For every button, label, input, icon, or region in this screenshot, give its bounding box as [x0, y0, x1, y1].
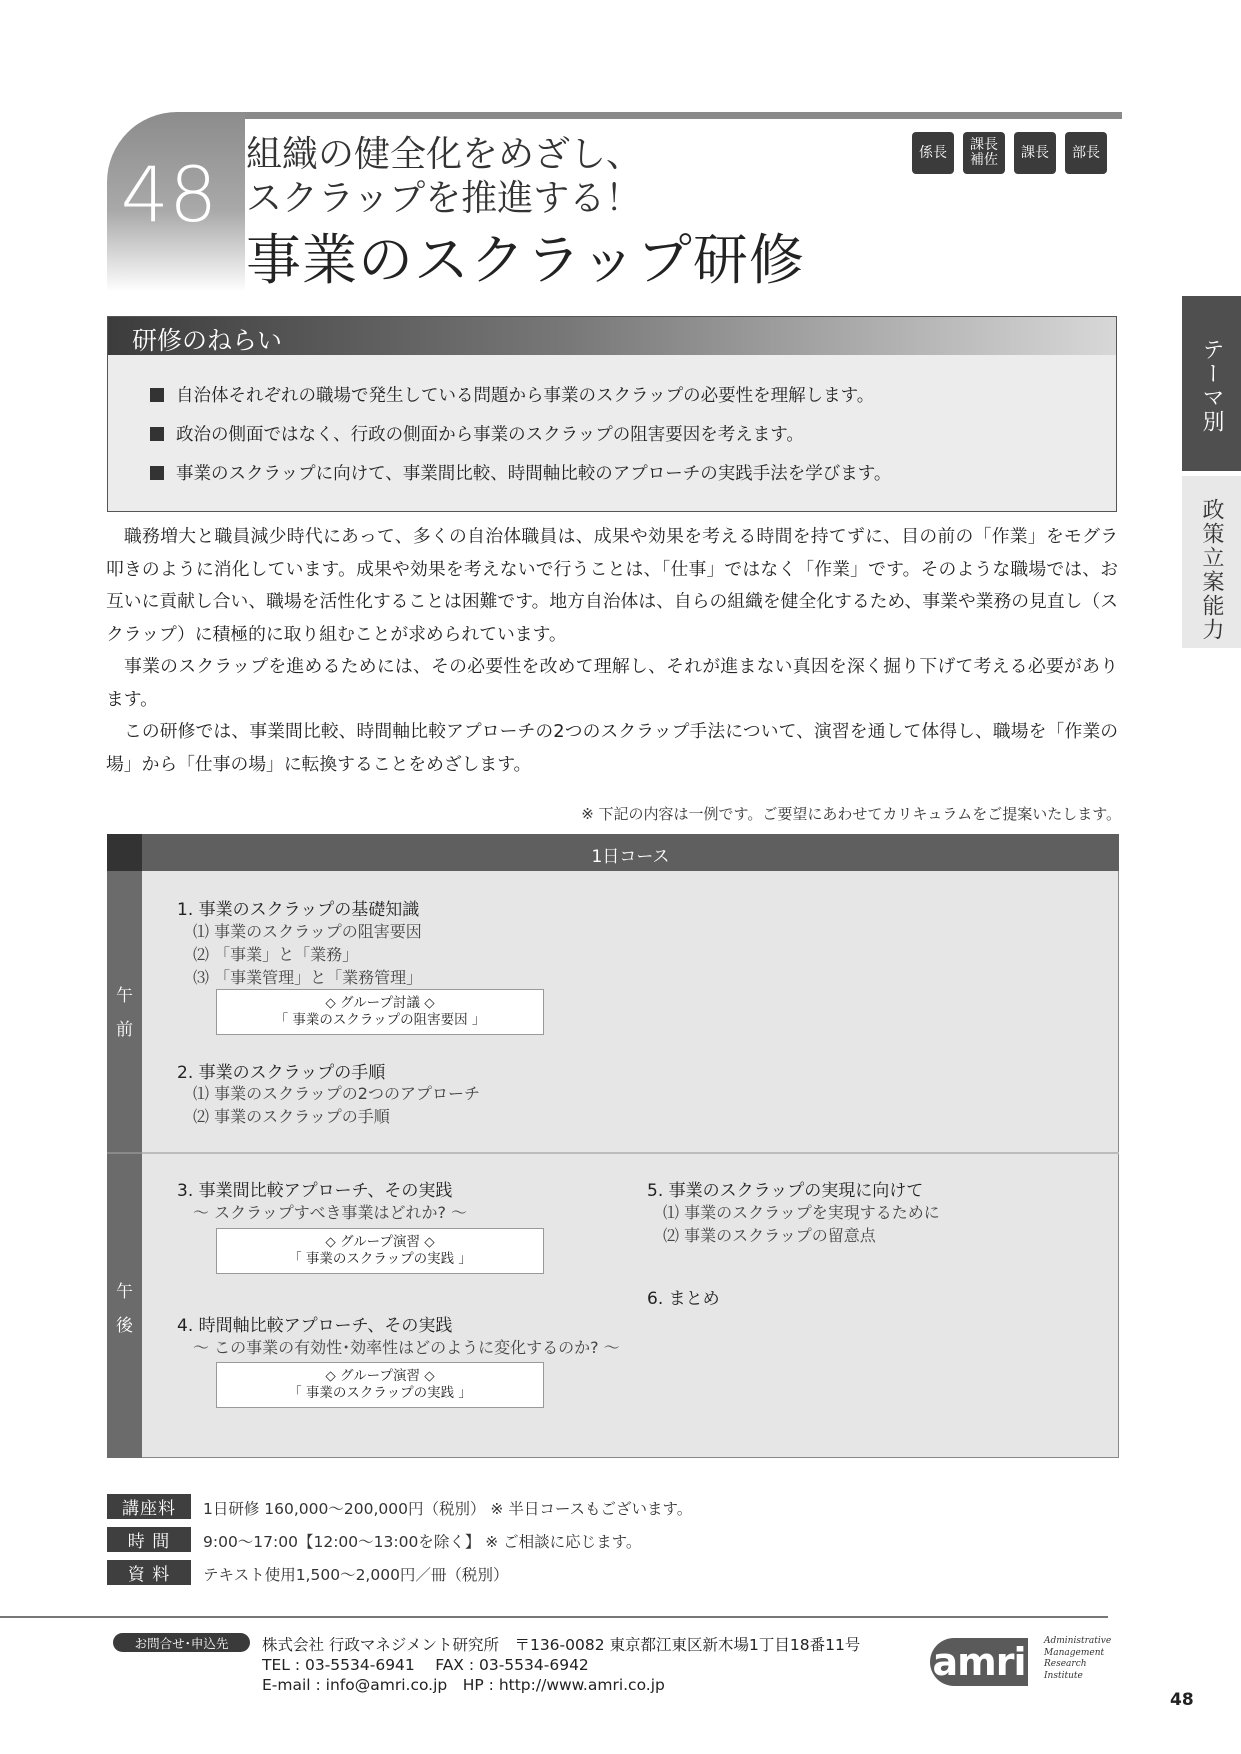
- session-4-subtitle: ～ この事業の有効性･効率性はどのように変化するのか? ～: [193, 1338, 620, 1357]
- side-tab-policy-label: 政策立案能力: [1199, 498, 1224, 642]
- subtitle-line-2: スクラップを推進する！: [246, 178, 642, 219]
- square-bullet-icon: [150, 388, 164, 402]
- schedule-header-label: 1日コース: [591, 847, 670, 867]
- period-afternoon-char: 後: [116, 1316, 133, 1336]
- target-badge-kakaricho: 係長: [912, 132, 954, 174]
- header-rule: [245, 112, 1122, 119]
- square-bullet-icon: [150, 466, 164, 480]
- curriculum-note: ※ 下記の内容は一例です。ご要望にあわせてカリキュラムをご提案いたします。: [581, 805, 1121, 823]
- side-tab-theme[interactable]: [1182, 296, 1241, 471]
- group-discussion-topic: 「 事業のスクラップの阻害要因 」: [274, 1012, 486, 1028]
- course-number: 48: [120, 150, 218, 239]
- session-5-title: 5. 事業のスクラップの実現に向けて: [647, 1181, 924, 1201]
- session-3-title: 3. 事業間比較アプローチ、その実践: [177, 1181, 453, 1201]
- group-exercise-topic: 「 事業のスクラップの実践 」: [288, 1251, 472, 1267]
- time-label: 時 間: [107, 1527, 191, 1552]
- group-exercise-topic: 「 事業のスクラップの実践 」: [288, 1385, 472, 1401]
- session-2-item: ⑴ 事業のスクラップの2つのアプローチ: [193, 1084, 480, 1103]
- session-5-item: ⑵ 事業のスクラップの留意点: [663, 1226, 876, 1245]
- footer-rule: [0, 1616, 1108, 1618]
- session-1-item: ⑴ 事業のスクラップの阻害要因: [193, 922, 422, 941]
- aim-item-text: 政治の側面ではなく、行政の側面から事業のスクラップの阻害要因を考えます。: [176, 425, 804, 445]
- aim-item-text: 事業のスクラップに向けて、事業間比較、時間軸比較のアプローチの実践手法を学びます。: [176, 464, 892, 484]
- session-6-title: 6. まとめ: [647, 1289, 720, 1309]
- schedule-period-column: [107, 871, 142, 1458]
- page-title: 事業のスクラップ研修: [246, 228, 805, 292]
- contact-phone: TEL : 03-5534-6941 FAX : 03-5534-6942: [262, 1656, 589, 1674]
- side-tab-theme-label: テーマ別: [1199, 338, 1224, 434]
- period-morning-char: 前: [116, 1020, 133, 1040]
- body-text: [106, 521, 1118, 781]
- aim-item: [150, 460, 891, 485]
- schedule-divider: [142, 1152, 1119, 1154]
- body-paragraph: 職務増大と職員減少時代にあって、多くの自治体職員は、成果や効果を考える時間を持てずに、目の前の「作業」をモグラ叩きのように消化しています。成果や効果を考えないで行うことは、「仕事」ではなく「作業」です。そのような職場では、お互いに貢献し合い、職場を活性化することは困難です。地方自治体は、自らの組織を健全化するため、事業や業務の見直し（スクラップ）に積極的に取り組むことが求められています。: [106, 526, 1118, 645]
- target-badge-bucho: 部長: [1065, 132, 1107, 174]
- group-exercise-box: [216, 1228, 544, 1274]
- side-tab-policy[interactable]: [1182, 476, 1241, 648]
- schedule-corner: [107, 834, 142, 871]
- subtitle-line-1: 組織の健全化をめざし、: [246, 134, 643, 175]
- aim-item: [150, 421, 804, 446]
- group-discussion-box: [216, 989, 544, 1035]
- period-morning-char: 午: [116, 986, 133, 1006]
- schedule-period-divider: [107, 1152, 142, 1154]
- aim-item-text: 自治体それぞれの職場で発生している問題から事業のスクラップの必要性を理解します。: [176, 386, 875, 406]
- session-1-item: ⑶ 「事業管理」と「業務管理」: [193, 968, 423, 987]
- materials-value: テキスト使用1,500～2,000円／冊（税別）: [203, 1566, 509, 1584]
- target-badge-kacho-hosa: 課長 補佐: [963, 132, 1005, 174]
- fee-value: 1日研修 160,000～200,000円（税別） ※ 半日コースもございます。: [203, 1500, 693, 1518]
- contact-web[interactable]: E-mail : info@amri.co.jp HP : http://www.amri.co.jp: [262, 1676, 665, 1694]
- group-exercise-label: ◇ グループ演習 ◇: [325, 1368, 435, 1384]
- group-exercise-label: ◇ グループ演習 ◇: [325, 1234, 435, 1250]
- group-discussion-label: ◇ グループ討議 ◇: [325, 995, 435, 1011]
- amri-logo: amri: [930, 1638, 1028, 1686]
- session-2-title: 2. 事業のスクラップの手順: [177, 1063, 386, 1083]
- group-exercise-box: [216, 1362, 544, 1408]
- target-badge-kacho: 課長: [1014, 132, 1056, 174]
- contact-address: 株式会社 行政マネジメント研究所 〒136-0082 東京都江東区新木場1丁目18番11号: [262, 1636, 861, 1654]
- contact-label: お問合せ･申込先: [113, 1633, 250, 1652]
- session-5-item: ⑴ 事業のスクラップを実現するために: [663, 1203, 940, 1222]
- period-afternoon-char: 午: [116, 1282, 133, 1302]
- session-1-title: 1. 事業のスクラップの基礎知識: [177, 900, 420, 920]
- session-2-item: ⑵ 事業のスクラップの手順: [193, 1107, 390, 1126]
- page-number: 48: [1170, 1690, 1194, 1710]
- square-bullet-icon: [150, 427, 164, 441]
- session-3-subtitle: ～ スクラップすべき事業はどれか? ～: [193, 1203, 468, 1222]
- session-1-item: ⑵ 「事業」と「業務」: [193, 945, 359, 964]
- session-4-title: 4. 時間軸比較アプローチ、その実践: [177, 1316, 453, 1336]
- time-value: 9:00～17:00【12:00～13:00を除く】 ※ ご相談に応じます。: [203, 1533, 642, 1551]
- body-paragraph: この研修では、事業間比較、時間軸比較アプローチの2つのスクラップ手法について、演習を通して体得し、職場を「作業の場」から「仕事の場」に転換することをめざします。: [106, 721, 1118, 775]
- body-paragraph: 事業のスクラップを進めるためには、その必要性を改めて理解し、それが進まない真因を深く掘り下げて考える必要があります。: [106, 656, 1118, 710]
- aims-title: 研修のねらい: [132, 326, 283, 355]
- materials-label: 資 料: [107, 1560, 191, 1585]
- aim-item: [150, 382, 874, 407]
- amri-logo-words: Administrative Management Research Institute: [1044, 1636, 1112, 1681]
- fee-label: 講座料: [107, 1494, 191, 1519]
